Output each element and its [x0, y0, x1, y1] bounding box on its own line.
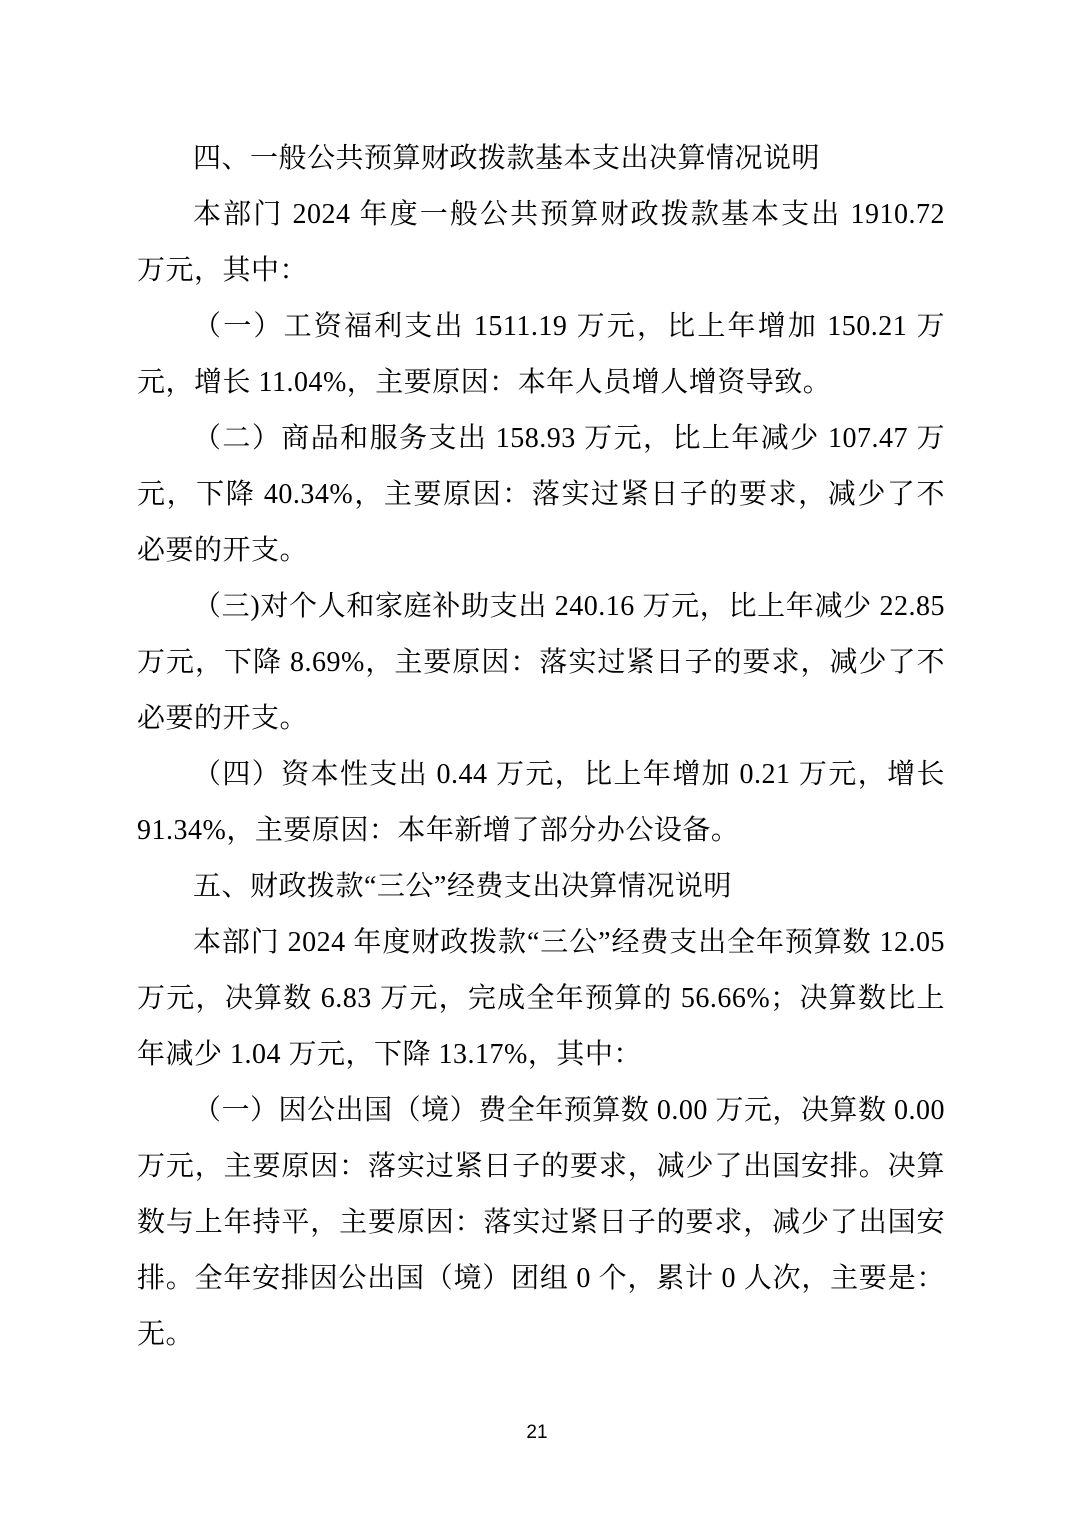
- page-number: 21: [526, 1422, 548, 1443]
- paragraph-individual-family-subsidy: （三)对个人和家庭补助支出 240.16 万元，比上年减少 22.85 万元，下降 8.69%，主要原因：落实过紧日子的要求，减少了不必要的开支。: [137, 591, 945, 734]
- section-heading-5: 五、财政拨款“三公”经费支出决算情况说明: [193, 871, 732, 902]
- paragraph-three-public-funds-total: 本部门 2024 年度财政拨款“三公”经费支出全年预算数 12.05 万元，决算数 6.83 万元，完成全年预算的 56.66%；决算数比上年减少 1.04 万元，下降 13.17%，其中：: [137, 927, 945, 1070]
- paragraph-salary-welfare: （一）工资福利支出 1511.19 万元，比上年增加 150.21 万元，增长 11.04%，主要原因：本年人员增人增资导致。: [137, 311, 945, 398]
- section-heading-4: 四、一般公共预算财政拨款基本支出决算情况说明: [193, 143, 821, 174]
- paragraph-goods-services: （二）商品和服务支出 158.93 万元，比上年减少 107.47 万元，下降 40.34%，主要原因：落实过紧日子的要求，减少了不必要的开支。: [137, 423, 945, 566]
- paragraph-basic-expenditure-total: 本部门 2024 年度一般公共预算财政拨款基本支出 1910.72 万元，其中：: [137, 199, 945, 286]
- paragraph-capital-expenditure: （四）资本性支出 0.44 万元，比上年增加 0.21 万元，增长 91.34%，主要原因：本年新增了部分办公设备。: [137, 759, 945, 846]
- document-body: [137, 131, 945, 1363]
- paragraph-overseas-travel: （一）因公出国（境）费全年预算数 0.00 万元，决算数 0.00 万元，主要原因：落实过紧日子的要求，减少了出国安排。决算数与上年持平，主要原因：落实过紧日子的要求，减少了出国安排。全年安排因公出国（境）团组 0 个，累计 0 人次，主要是：无。: [137, 1095, 945, 1350]
